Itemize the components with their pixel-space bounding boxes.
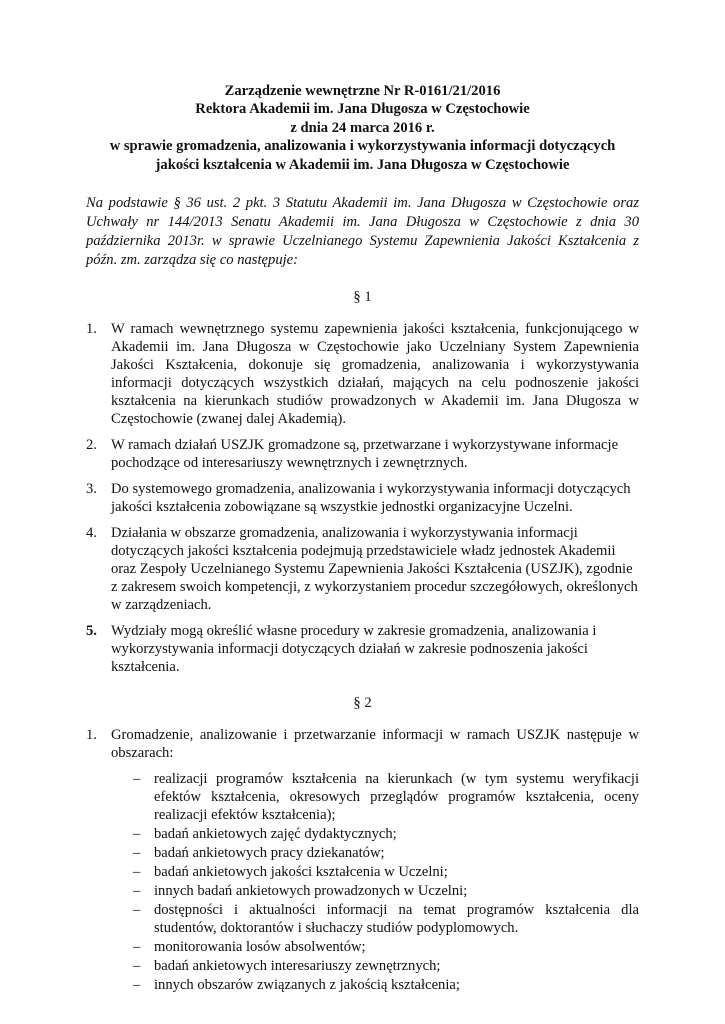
dash-bullet: – xyxy=(133,771,141,788)
area-text: monitorowania losów absolwentów; xyxy=(154,939,366,956)
list-item xyxy=(86,480,639,516)
area-item xyxy=(111,825,639,843)
section-2-heading: § 2 xyxy=(353,695,372,712)
item-text: Do systemowego gromadzenia, analizowania i wykorzystywania informacji dotyczących jakości kształcenia zobowiązane są wszystkie jednostki organizacyjne Uczelni. xyxy=(111,481,631,516)
area-item xyxy=(111,863,639,881)
area-item xyxy=(111,957,639,975)
list-item xyxy=(86,320,639,428)
dash-bullet: – xyxy=(133,864,141,881)
item-text: Wydziały mogą określić własne procedury w zakresie gromadzenia, analizowania i wykorzystywania informacji dotyczących działań w zakresie podnoszenia jakości kształcenia. xyxy=(111,623,597,676)
title-line-5: jakości kształcenia w Akademii im. Jana Długosza w Częstochowie xyxy=(155,156,570,173)
area-list xyxy=(111,770,639,994)
area-text: badań ankietowych zajęć dydaktycznych; xyxy=(154,826,397,843)
area-item xyxy=(111,901,639,937)
area-text: innych badań ankietowych prowadzonych w Uczelni; xyxy=(154,883,468,900)
area-item xyxy=(111,882,639,900)
dash-bullet: – xyxy=(133,939,141,956)
list-item xyxy=(86,622,639,676)
item-text: Działania w obszarze gromadzenia, analizowania i wykorzystywania informacji dotyczących jakości kształcenia podejmują przedstawiciele władz jednostek Akademii oraz Zespoły Uczelnianego Systemu Zapewnienia Jakości Kształcenia (USZJK), zgodnie z zakresem swoich kompetencji, z wykorzystaniem procedur szczegółowych, określonych w zarządzeniach. xyxy=(111,525,638,614)
dash-bullet: – xyxy=(133,977,141,994)
area-text: badań ankietowych pracy dziekanatów; xyxy=(154,845,385,862)
item-text: Gromadzenie, analizowanie i przetwarzanie informacji w ramach USZJK następuje w obszarach: xyxy=(111,727,639,762)
area-text: badań ankietowych interesariuszy zewnętrznych; xyxy=(154,958,441,975)
item-number: 3. xyxy=(86,481,97,498)
dash-bullet: – xyxy=(133,902,141,919)
title-line-2: Rektora Akademii im. Jana Długosza w Częstochowie xyxy=(195,101,530,118)
list-item xyxy=(86,524,639,614)
item-text: W ramach wewnętrznego systemu zapewnienia jakości kształcenia, funkcjonującego w Akademii im. Jana Długosza w Częstochowie jako Uczelniany System Zapewnienia Jakości Kształcenia, dokonuje się gromadzenia, analizowania i wykorzystywania informacji dotyczących wszystkich działań, mających na celu podnoszenie jakości kształcenia na kierunkach studiów prowadzonych w Akademii im. Jana Długosza w Częstochowie (zwanej dalej Akademią). xyxy=(111,321,639,428)
dash-bullet: – xyxy=(133,958,141,975)
title-line-1: Zarządzenie wewnętrzne Nr R-0161/21/2016 xyxy=(224,83,501,99)
item-number: 1. xyxy=(86,321,97,338)
area-item xyxy=(111,770,639,824)
list-item xyxy=(86,436,639,472)
section-2-list xyxy=(86,726,639,994)
area-text: badań ankietowych jakości kształcenia w Uczelni; xyxy=(154,864,448,881)
title-line-4: w sprawie gromadzenia, analizowania i wykorzystywania informacji dotyczących xyxy=(109,138,616,155)
item-number: 4. xyxy=(86,525,97,542)
dash-bullet: – xyxy=(133,826,141,843)
area-text: realizacji programów kształcenia na kierunkach (w tym systemu weryfikacji efektów kształcenia, okresowych przeglądów programów kształcenia, oceny realizacji efektów kształcenia); xyxy=(154,771,639,824)
item-number: 1. xyxy=(86,727,97,744)
area-item xyxy=(111,938,639,956)
list-item xyxy=(86,726,639,994)
item-number: 5. xyxy=(86,623,97,640)
area-text: dostępności i aktualności informacji na temat programów kształcenia dla studentów, doktorantów i słuchaczy studiów podyplomowych. xyxy=(154,902,639,937)
area-text: innych obszarów związanych z jakością kształcenia; xyxy=(154,977,460,994)
document-title xyxy=(86,82,639,174)
intro-paragraph: Na podstawie § 36 ust. 2 pkt. 3 Statutu Akademii im. Jana Długosza w Częstochowie oraz Uchwały nr 144/2013 Senatu Akademii im. Jana Długosza w Częstochowie z dnia 30 października 2013r. w sprawie Uczelnianego Systemu Zapewnienia Jakości Kształcenia z późn. zm. zarządza się co następuje: xyxy=(86,195,639,269)
section-1-list xyxy=(86,320,639,676)
section-1-heading: § 1 xyxy=(353,289,372,306)
title-line-3: z dnia 24 marca 2016 r. xyxy=(290,119,435,136)
dash-bullet: – xyxy=(133,845,141,862)
dash-bullet: – xyxy=(133,883,141,900)
area-item xyxy=(111,844,639,862)
area-item xyxy=(111,976,639,994)
item-number: 2. xyxy=(86,437,97,454)
item-text: W ramach działań USZJK gromadzone są, przetwarzane i wykorzystywane informacje pochodzące od interesariuszy wewnętrznych i zewnętrznych. xyxy=(111,437,619,472)
